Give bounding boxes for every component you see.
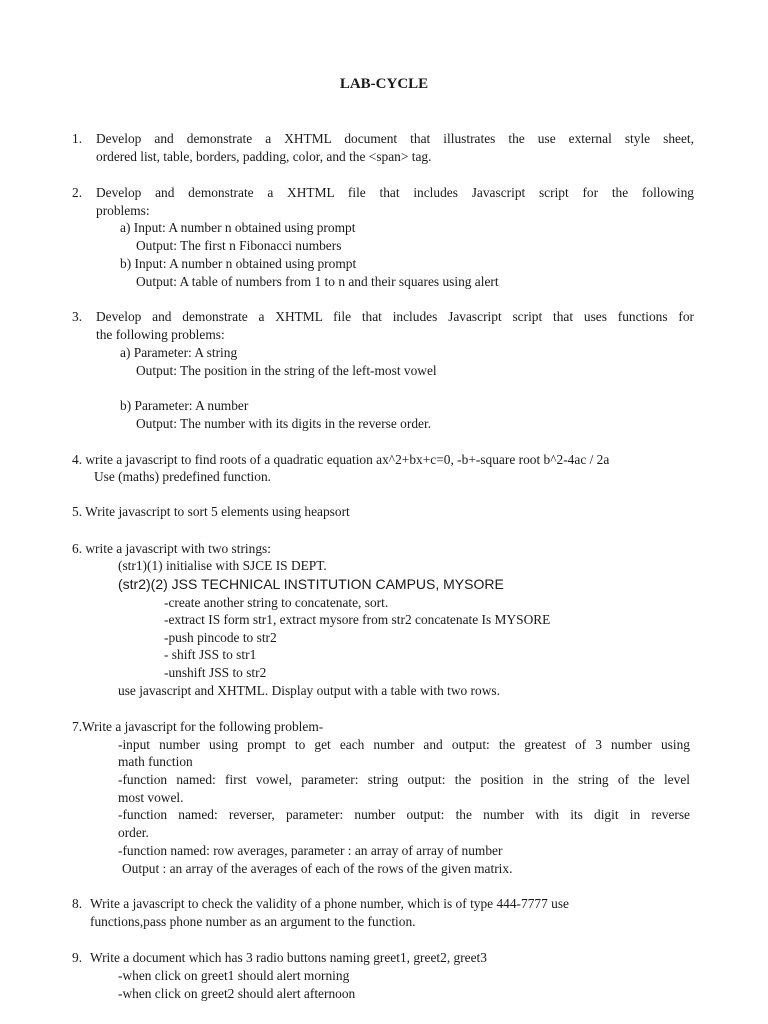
page-title: LAB-CYCLE <box>339 76 429 92</box>
item-text: the following problems: <box>96 327 225 342</box>
item-number: 8. <box>72 896 83 911</box>
item-text: ordered list, table, borders, padding, color, and the <span> tag. <box>96 149 432 164</box>
item-text: use javascript and XHTML. Display output with a table with two rows. <box>118 683 500 698</box>
item-text: 6. write a javascript with two strings: <box>72 541 271 556</box>
item-text: functions,pass phone number as an argument to the function. <box>90 914 416 929</box>
sub-item: -input number using prompt to get each number and output: the greatest of 3 number using <box>118 737 690 752</box>
item-text: Write a document which has 3 radio buttons naming greet1, greet2, greet3 <box>90 950 487 965</box>
sub-item: Output: A table of numbers from 1 to n and their squares using alert <box>136 274 499 289</box>
item-text: Write a javascript to check the validity of a phone number, which is of type 444-7777 use <box>90 896 569 911</box>
item-text: Develop and demonstrate a XHTML file that includes Javascript script that uses functions for <box>96 309 694 324</box>
sub-item: -function named: first vowel, parameter: string output: the position in the string of the level <box>118 772 690 787</box>
sub-item: a) Parameter: A string <box>120 345 238 360</box>
sub-item: math function <box>118 754 193 769</box>
sub-item: - shift JSS to str1 <box>164 647 257 662</box>
item-number: 9. <box>72 950 83 965</box>
item-text: 4. write a javascript to find roots of a quadratic equation ax^2+bx+c=0, -b+-square root b^2-4ac / 2a <box>72 452 610 467</box>
sub-item: b) Input: A number n obtained using prompt <box>120 256 357 271</box>
sub-item: -push pincode to str2 <box>164 630 277 645</box>
item-number: 1. <box>72 131 83 146</box>
item-number: 2. <box>72 185 83 200</box>
sub-item: Output : an array of the averages of each of the rows of the given matrix. <box>122 861 513 876</box>
sub-item: (str1)(1) initialise with SJCE IS DEPT. <box>118 558 327 573</box>
sub-item: most vowel. <box>118 790 184 805</box>
sub-item: -create another string to concatenate, sort. <box>164 595 389 610</box>
sub-item: a) Input: A number n obtained using prompt <box>120 220 356 235</box>
item-text: 7.Write a javascript for the following problem- <box>72 719 324 734</box>
sub-item: -when click on greet1 should alert morning <box>118 968 350 983</box>
sub-item: -extract IS form str1, extract mysore from str2 concatenate Is MYSORE <box>164 612 551 627</box>
item-text: Develop and demonstrate a XHTML document that illustrates the use external style sheet, <box>96 131 694 146</box>
sub-item: -unshift JSS to str2 <box>164 665 267 680</box>
item-number: 3. <box>72 309 83 324</box>
sub-item: (str2)(2) JSS TECHNICAL INSTITUTION CAMPUS, MYSORE <box>118 576 504 592</box>
sub-item: b) Parameter: A number <box>120 398 249 413</box>
item-text: Use (maths) predefined function. <box>94 469 271 484</box>
sub-item: Output: The number with its digits in the reverse order. <box>136 416 432 431</box>
sub-item: Output: The position in the string of the left-most vowel <box>136 363 437 378</box>
item-text: problems: <box>96 203 150 218</box>
sub-item: order. <box>118 825 149 840</box>
sub-item: Output: The first n Fibonacci numbers <box>136 238 342 253</box>
sub-item: -when click on greet2 should alert afternoon <box>118 986 356 1001</box>
sub-item: -function named: row averages, parameter : an array of array of number <box>118 843 503 858</box>
sub-item: -function named: reverser, parameter: number output: the number with its digit in reverse <box>118 807 690 822</box>
item-text: 5. Write javascript to sort 5 elements using heapsort <box>72 504 350 519</box>
item-text: Develop and demonstrate a XHTML file that includes Javascript script for the following <box>96 185 694 200</box>
